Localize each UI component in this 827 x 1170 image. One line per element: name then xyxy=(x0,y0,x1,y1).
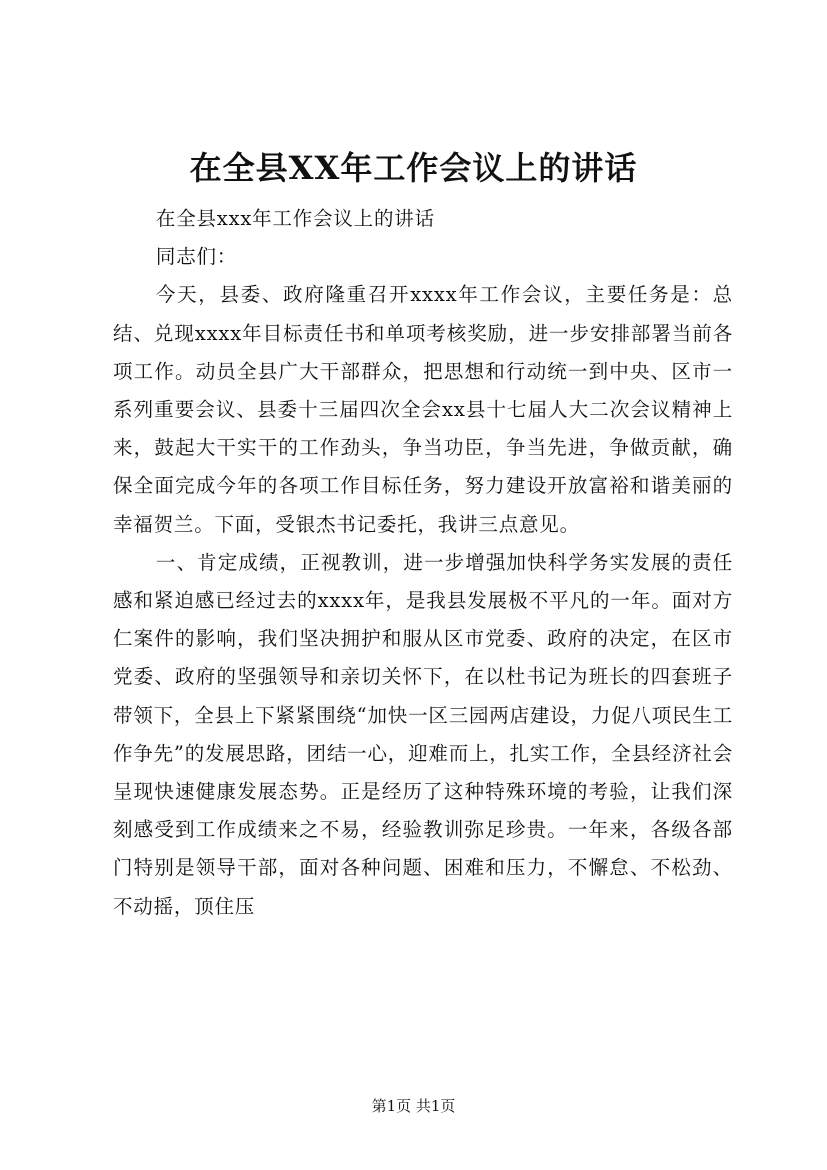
body-paragraph: 一、肯定成绩，正视教训，进一步增强加快科学务实发展的责任感和紧迫感已经过去的xxxx年，是我县发展极不平凡的一年。面对方仁案件的影响，我们坚决拥护和服从区市党委、政府的决定，在区市党委、政府的坚强领导和亲切关怀下，在以杜书记为班长的四套班子带领下，全县上下紧紧围绕“加快一区三园两店建设，力促八项民生工作争先”的发展思路，团结一心，迎难而上，扎实工作，全县经济社会呈现快速健康发展态势。正是经历了这种特殊环境的考验，让我们深刻感受到工作成绩来之不易，经验教训弥足珍贵。一年来，各级各部门特别是领导干部，面对各种问题、困难和压力，不懈怠、不松劲、不动摇，顶住压 xyxy=(113,550,733,918)
document-body xyxy=(113,200,733,926)
salutation-paragraph: 同志们： xyxy=(155,245,238,269)
subtitle-paragraph: 在全县xxx年工作会议上的讲话 xyxy=(155,207,435,230)
document-title: 在全县XX年工作会议上的讲话 xyxy=(189,149,638,187)
page-footer: 第1页 共1页 xyxy=(371,1097,456,1115)
body-paragraph: 今天，县委、政府隆重召开xxxx年工作会议，主要任务是：总结、兑现xxxx年目标责任书和单项考核奖励，进一步安排部署当前各项工作。动员全县广大干部群众，把思想和行动统一到中央、区市一系列重要会议、县委十三届四次全会xx县十七届人大二次会议精神上来，鼓起大干实干的工作劲头，争当功臣，争当先进，争做贡献，确保全面完成今年的各项工作目标任务，努力建设开放富裕和谐美丽的幸福贺兰。下面，受银杰书记委托，我讲三点意见。 xyxy=(113,283,733,536)
